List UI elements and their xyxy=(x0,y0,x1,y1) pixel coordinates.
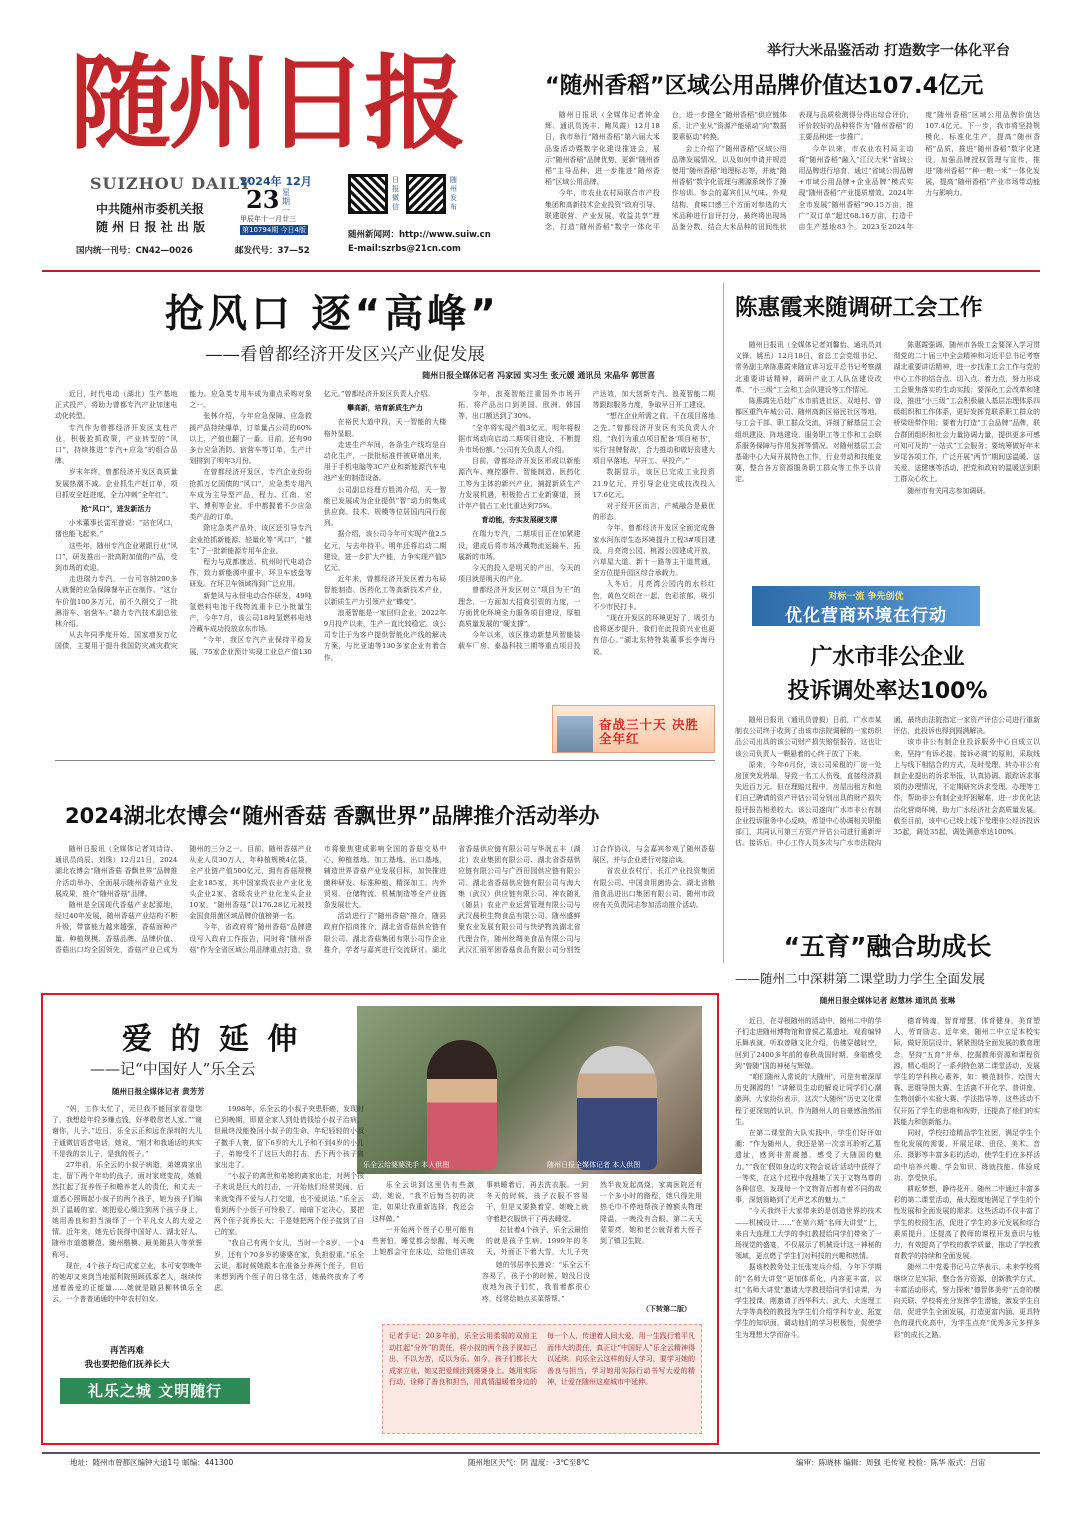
banner-building-graphic xyxy=(557,716,593,752)
article-paragraph: “今年，我区专汽产业保持平稳发展，75家企业预计实现工业总产值130亿元。”曾都经济开发区负责人介绍。 xyxy=(189,390,435,656)
banner-small-text: 对标一流 争先创优 xyxy=(828,592,904,602)
date-year-month: 2024年 12月 xyxy=(240,175,312,188)
article-paragraph: “今天我终于大家带来的是创造世界的技术——机械设计……”在第六期“名师大讲堂”上，来自大连理工大学的李红教授给同学们带来了一场视觉的盛宴，不仅展示了机械设计这一神秘的领域，更点燃了学生们对科技的兴趣和热情。 xyxy=(735,1207,882,1261)
wuyu-story xyxy=(735,927,1040,1447)
guangshui-headline-1: 广水市非公企业 xyxy=(810,645,965,670)
article-paragraph: 乐全云说到这里仍有些激动，她说，“我不后悔当初的决定，如果让我重新选择，我还会这样做。” xyxy=(372,1181,474,1223)
article-paragraph: 数据显示，该区已完成工业投资21.9亿元，并引导企业完成技改投入17.6亿元。 xyxy=(592,468,715,499)
campaign-banner xyxy=(552,705,715,753)
article-paragraph: 随州日报讯（全媒体记者刘诗诗、通讯员尚辰、刘珠）12月21日，2024湖北农博会“随州香菇 香飘世界”品牌推介活动举办，全面展示随州香菇产业发展成果，推介“随州香菇”品牌。 xyxy=(55,845,178,898)
photo-figure-elder xyxy=(577,1046,657,1170)
love-subheading-2: 我也要把他们抚养长大 xyxy=(84,1360,170,1370)
article-paragraph: 她的邻居李长莲说：“乐全云不容易了，孩子小的时候，她没日没夜地为孩子们忙，我看着都很心疼，经常给她点买菜帮帮。” xyxy=(482,1261,590,1303)
article-paragraph: 该市非公有制企业投诉服务中心自成立以来，坚持“有诉必接、接诉必调”的原则，采取线上与线下相结合的方式，及时受理、转办非公有制企业提出的诉求举报，认真协调、跟踪诉求事项的办理情况，不定期研究诉求受理、办理等工作，帮助非公有制企业纾困解难，进一步优化法治化营商环境，助力广水经济社会高质量发展。截至目前，该中心已线上线下受理非公经济投诉35起，调处35起，调处满意率达100%。 xyxy=(893,738,1040,837)
article-paragraph: “我自己有两个女儿，当时一个8岁，一个4岁，还有个70多岁的婆婆在家，负担很重。”乐全云说，那时候她跟本在准备分养两个侄子，但后来想到两个侄子的日常生活，她最终放弃了考虑。 xyxy=(214,1239,364,1293)
civilization-tag: 礼乐之城 文明随行 xyxy=(60,1378,250,1404)
lead-headline: “随州香稻”区域公用品牌价值达107.4亿元 xyxy=(545,73,984,99)
date-weekday: 星期一 xyxy=(282,188,290,215)
campaign-banner-text: 奋战三十天 决胜全年红 xyxy=(599,717,699,746)
masthead-divider xyxy=(42,270,1040,272)
footer-address: 地址：随州市曾都区编钟大道1号 邮编：441300 xyxy=(70,1458,234,1467)
sponsor-line: 中共随州市委机关报 xyxy=(96,202,205,216)
article-paragraph: 随州市有关同志参加调研。 xyxy=(907,486,990,495)
issue-number: 第10794期 今日4版 xyxy=(242,226,306,234)
feature-subheading: 育动能，夯实发展硬支撑 xyxy=(481,516,558,525)
article-paragraph: 德育铸魂，智育增慧，体育健身，美育塑人，劳育励志。近年来，随州二中立足本校实际，做好顶层设计，紧紧围绕全面发展的教育理念，坚持“五育”并举，挖掘教师资源和课程资源，精心组织了一系列特色第二课堂活动，发展学生的学科核心素养，如：模范制作、绘图大赛、思维导图大赛、生活离不开化学、普讲座、生物创新小实验大赛、学法指导等，这些活动不仅开拓了学生的思维和视野，还提高了他们的实践能力和创新能力。 xyxy=(893,1017,1040,1126)
email-contact: E-mail:szrbs@21cn.com xyxy=(348,244,461,254)
article-paragraph: 入冬后，月亮湾公园内的水杉红色，黄色交织在一起，色彩浓郁，吸引不少市民打卡。 xyxy=(592,580,715,611)
expo-body xyxy=(55,844,715,967)
article-paragraph: 今年，浪菱智能注重国外市场开拓，将产品出口到美国、欧洲、韩国等，出口额达到了30%。 xyxy=(458,390,581,421)
love-byline: 随州日报全媒体记者 黄芳芳 xyxy=(112,1087,205,1096)
article-paragraph: 随州二中党委书记马立华表示，未来学校将继续立足实际，整合各方资源，创新教学方式，丰富活动形式，努力探索“德智体美劳”五育的横向关联、学校将充分发挥学生潜能，激发学生自信，促进学生全面发展，打造更富内涵、更具特色的现代化高中，为学生点亮“优秀多元多样多彩”的成长之路。 xyxy=(893,1263,1040,1339)
wuyu-headline: “五育”融合助成长 xyxy=(783,932,992,961)
guangshui-body xyxy=(735,715,1040,941)
date-lunar: 甲辰年十一月廿三 xyxy=(240,215,296,223)
article-paragraph: 程力与成都康达、杭州时代电动合作，致力新能源中重卡，环卫车底盘等研发。在环卫车领域得到广泛应用。 xyxy=(189,558,312,589)
lead-paragraph: 会上介绍了“随州香稻”区域公用品牌发展情况，以及如何申请并规范使用“随州香稻”地理标志等，并就“随州香稻”数字化管理与溯源系统作了操作培训。参会的嘉宾们从气味、外观结构、食味口感三个方面对参选的大米品种进行盲评打分，最终将出现场品鉴分数，结合大米品种的田间性状表现与品质检测得分得出综合评价，评价较好的品种将作为“随州香稻”的主要品种进一步推广。 xyxy=(671,111,914,232)
article-paragraph: 目前，曾都经济开发区形成以新能源汽车、瘦控器件、智能制造、医药化工等为主体的新兴产业，捕捉新质生产力发展机遇，积极抢占工业新赛道，预计年产值占工业比重达到75%。 xyxy=(458,457,581,511)
article-paragraph: 公司副总经理方胜鸿介绍，天一智能已发展成为企业提供“智”动力的集成供应商。技术、规模等位居国内同行前列。 xyxy=(323,485,447,528)
love-body-bottom xyxy=(212,1344,362,1434)
article-paragraph: 活动进行了“随州香菇”推介，随县政府作招商推介，湖北省香菇供应链有限公司、湖北香菇集团有限公司作企业推介，学者与嘉宾进行交流研讨。湖北省香菇供应链有限公司与华润五丰（湖北）农业集团有限公司、湖北省香菇供应链有限公司与广西田园供应链有限公司、湖北省香菇供应链有限公司与海大集（武汉）供应链有限公司、神农随礼（随县）农业产业运营管理有限公司与武汉晨积生物食品有限公司、随州盛鲜聚农业发展有限公司与快驴物流湖北省代理合作，随州丝绸美食品有限公司与武汉汇丽军团香菇食品有限公司分别签订合作协议，与会嘉宾参观了随州香菇展区，并与企业进行对接洽谈。 xyxy=(323,845,715,954)
love-subheading-1: 再苦再难 xyxy=(109,1346,144,1356)
cn-number: 国内统一刊号：CN42—0026 xyxy=(76,246,193,256)
qr-code-release[interactable] xyxy=(406,174,446,214)
newspaper-pinyin: SUIZHOU DAILY xyxy=(90,174,252,193)
article-paragraph: 今年，曾都经济开发区全面完成鲁家水河东岸生态环境提升工程3#项目建设，月亮湾公园、桃源公园建成开放，六草屋大道、新十一路等主干道贯通，全方位提升园区综合承载力。 xyxy=(592,524,715,578)
love-subhead: ——记“中国好人”乐全云 xyxy=(90,1060,256,1078)
feature-headline: 抢风口 逐“高峰” xyxy=(165,292,500,337)
article-paragraph: 浪菱智能是一家回归企业，2022年9月投产以来，生产一直比较稳定。该公司专注于为客户提供智能化产线的解决方案，与比亚迪等130多家企业有着合作。 xyxy=(323,608,447,662)
article-paragraph: 今天的投入是明天的产出，今天的项目就是明天的产业。 xyxy=(458,564,581,584)
article-paragraph: 在第二课堂的大队实践中，学生们好评如潮：“作为随州人，我还是第一次亲耳聆听乙墓遗址，感到非常震撼，感受了大随国的魅力。”“我在‘假如身边的文物会说话’活动中获得了一等奖，在这个过程中我搜集了关于文物鸟尊的各种信息，发现每一个文物背后都有着不同的故事，深刻领略到了无声艺术的魅力。” xyxy=(735,1129,882,1205)
article-paragraph: 现在，4个孩子均已成家立业，本可安享晚年的她却又来到当地福利院照顾孤寡老人，继续传递着善爱的正能量……她就是随县柳林镇乐全云，一个普普通通的中年农村妇女。 xyxy=(52,1261,202,1304)
union-headline: 陈惠霞来随调研工会工作 xyxy=(735,295,983,321)
union-body xyxy=(735,340,1040,556)
feature-byline: 随州日报全媒体记者 冯家园 实习生 张元媛 通讯员 宋晶华 郭世喜 xyxy=(422,371,655,380)
article-paragraph: 曾都经济开发区树立“项目为王”的理念，一方面加大招商引资的力度，一方面优化环境全力服务项目建设，厚植高质量发展的“硬支撑”。 xyxy=(458,586,581,629)
article-paragraph: 除应急类产品外，该区还引导专汽企业抢抓新能源、轻量化等“风口”，“催生”了一批新能源专用车企业。 xyxy=(189,524,312,555)
guangshui-headline-2: 投诉调处率达100% xyxy=(787,679,988,704)
date-day: 23 xyxy=(246,185,280,214)
article-paragraph: “现在开发区的环境更好了，吸引力也将逐步提升，我们在此投资兴业也更有信心。”湖北东特特装董事长李海丹说。 xyxy=(592,614,715,656)
guangshui-story xyxy=(735,640,1040,940)
newspaper-logo: 随州日报 xyxy=(70,44,462,164)
footer-editors: 编审：陈晓林 编辑：周强 毛传宽 校检：陈华 版式：吕宙 xyxy=(796,1458,986,1467)
article-paragraph: “想在企业所需之前，干在项目落地之先。”曾都经济开发区有关负责人介绍，“我们为重点项目配备‘项目秘书’，实行‘挂牌督战’，合力推动和做好资建大项目早落地、早开工、早投产。” xyxy=(592,412,715,466)
website-link[interactable]: 随州新闻网：http://www.suiw.cn xyxy=(348,230,491,240)
postal-code: 邮发代号：37—52 xyxy=(235,246,310,256)
continued-note: （下转第二版） xyxy=(642,1305,691,1313)
love-story xyxy=(52,1006,708,1438)
article-paragraph: 随州日报讯（全媒体记者刘馨怡、通讯员刘义锋、姚岳）12月18日，省总工会党组书记、常务副主席陈惠霞来随宣讲习近平总书记考察湖北重要讲话精神，调研产业工人队伍建设改革、“小三级”工会和工会队建设等工作情况。 xyxy=(735,341,882,394)
footer-weather: 随州地区天气：阴 温度：-3℃至8℃ xyxy=(468,1458,590,1467)
article-paragraph: 陈惠霞先后赴广水市前进社区、双地村、曾都区重汽车城公司、随州高新区裕民社区等地，与工会干部、职工群众交流，详细了解基层工会组织建设、阵地建设、服务职工等工作和工会联系服务保障与作用发挥等情况。对随州基层工会基础中心大局开展特色工作，行业劳动和技能竞赛，整合各方资源服务职工群众等工作予以肯定。 xyxy=(735,397,882,484)
love-body-left xyxy=(52,1104,364,1340)
article-paragraph: 从去年同季度开始，国家增发万亿国债，主要用于提升我国防灾减灾救灾能力。应急类专用车成为重点采购对象之一。 xyxy=(55,390,312,651)
article-paragraph: 对于经开区而言，产城融合是最优的形态。 xyxy=(592,502,715,522)
photo-figure-woman xyxy=(427,1040,497,1170)
article-paragraph: 近日，时代电动（湖北）生产基地正式投产，将助力曾都专汽产业加速电动化转型。 xyxy=(55,390,178,421)
masthead xyxy=(60,22,540,270)
article-paragraph: 小米董事长雷军曾说：“站在风口，猪也能飞起来。” xyxy=(55,519,178,539)
article-paragraph: 拉扯着4个孩子，乐全云最怕的就是孩子生病。1999年的冬天，外面正下着大雪，大儿子突然半夜发起高烧，家离医院还有一个多小时的路程，她只得先用热毛巾不停地帮孩子擦额头物理降温，一晚没有合眼。第二天天蒙蒙亮，她和老公就背着大侄子到了镇卫生院。 xyxy=(486,1181,702,1257)
article-paragraph: 据该校教务处主任张宪兵介绍，今年下学期的“名师大讲堂”更加体系化，内容更丰富，以红“名师大讲堂”邀请大学教授给同学们讲课，为学生授课，刚邀请了西华科大、武大、大连理工大学等高校的教授为学生们介绍学科专业、拓宽学生的知识面，调动他们的学习积极性，促使学生为理想大学而奋斗。 xyxy=(735,1263,882,1339)
article-paragraph: “妈，工作太忙了，元旦我不能回家看望您了，我想趁年轻多赚点钱，好孝敬您老人家。”“谢谢你，儿子。”近日，乐全云正和远在深圳的大儿子通微信语音电话，她说，“刚才和我通话的其实不是我的亲儿子，是我的侄子。” xyxy=(52,1105,202,1158)
article-paragraph: “咱们随州人常说的‘大随州’，可是有着深厚历史渊源的！”讲解员生动的解说让同学们心潮澎湃，大家纷纷表示，这次“大随州”历史文化课程了更深刻的认识，作为随州人的自豪感油然而生。 xyxy=(735,1073,882,1126)
article-paragraph: 专汽作为曾都经济开发区支柱产业，积极抢抓政策，产业转型的“风口”，持续推进“专汽+应急”的组合品牌。 xyxy=(55,423,178,466)
reporter-note-box xyxy=(382,1324,702,1434)
article-paragraph: 一开始两个侄子心里可能有些害怕，睡觉都会惊醒，每天晚上她都会守在床边，给他们讲故事哄睡着后，再去洗衣服。一到冬天的时候，孩子衣服不容易干，但是又要换着穿，她晚上就守着把衣服烘干了再去睡觉。 xyxy=(372,1181,588,1257)
article-paragraph: 近日，在寻根随州的活动中，随州二中的学子们走进随州博物馆和曾侯乙墓遗址，观看编钟乐舞表演，听取曾随文化介绍，仿佛穿越时空，回到了2400多年前的春秋战国时期，身临感受到“曾随”国的神秘与辉煌。 xyxy=(735,1017,882,1070)
article-paragraph: 在曾都经济开发区，专汽企业纷纷抢抓万亿国债的“风口”，应急类专用汽车成为主导型产品，程力、江南、宏宇、博利等企业，手中都握着不少应急类产品的订单。 xyxy=(189,468,312,522)
article-paragraph: 这些年，随州专汽企业紧跟行业“风口”，研发推出一批高附加值的产品，受到市场的欢迎。 xyxy=(55,541,178,573)
article-paragraph: 今年以来，该区推动新楚风智能装载车厂房、泰晶科技三期等重点项目投产达效，加大创新专汽、浪菱智能二期等跟踪服务力度，争取早日开工建设。 xyxy=(458,390,715,651)
article-paragraph: 同时，学校打造精品学生社团，满足学生个性化发展的需要，开展足球、田径、美术、音乐、摄影等丰富多彩的活动，使学生们在多样活动中培养兴趣、学会知识、练就技能、体验成功、享受快乐。 xyxy=(893,1129,1040,1182)
love-body-tail xyxy=(482,1260,590,1316)
feature-subhead: ——看曾都经济开发区兴产业促发展 xyxy=(205,345,485,365)
column-divider xyxy=(723,283,724,963)
article-paragraph: “小叔子的离世和弟媳的离家出走，对两个孩子来说是巨大的打击，一开始他们经常哭闹，后来就变得不爱与人打交道，也不爱说话。”乐全云看到两个小侄子可怜极了，暗暗下定决心，要把两个侄子抚养长大；于是她把两个侄子接到了自己的家。 xyxy=(214,1172,364,1237)
article-paragraph: 走进瑞力专汽，一台可容纳200多人就餐的应急保障餐车正在制作。“这台车价值100多万元，前不久刚交了一批淋浴车、宿营车。”瑞力专汽技术副总张林介绍。 xyxy=(55,575,178,629)
article-paragraph: 1998年，乐全云的小叔子突患肝癌，发现时已到晚期，即便全家人到处借钱给小叔子治病，但最终没能挽回小叔子的生命。年纪轻轻的小叔子撒手人寰，留下6岁的大儿子和不到4岁的小儿子，弟媳受不了这巨大的打击，丢下两个孩子离家出走了。 xyxy=(214,1105,364,1170)
article-paragraph: 在瑞力专汽，二期项目正在加紧建设，建成后将市场冷藏物流运输车，拓展新的市场。 xyxy=(458,530,581,561)
love-headline: 爱 的 延 伸 xyxy=(122,1022,302,1057)
article-paragraph: 岁末年终，曾都经济开发区高质量发展热潮不减。企业抓生产赶订单，项目抓安全赶进度，全力冲刺“全年红”。 xyxy=(55,468,178,499)
feature-story xyxy=(55,283,715,753)
lead-kicker: 举行大米品鉴活动 打造数字一体化平台 xyxy=(767,43,1010,59)
footer-rule xyxy=(42,1452,1040,1454)
article-paragraph: 据介绍，该公司今年可实现产值2.5亿元，与去年持平。明年还将启动二期建设，进一步扩大产能，力争实现产值5亿元。 xyxy=(323,530,447,573)
article-paragraph: 陈惠霞强调，随州市各级工会要深入学习贯彻党的二十届三中全会精神和习近平总书记考察湖北重要讲话精神，进一步找准工会工作与党的中心工作的结合点、切入点、着力点，努力形成工会聚焦落实的生动实践；要深化工会改革和建设，推进“小三级”工会积极融入基层治理体系四级组织和工作体系，更好发挥党联系职工群众的桥梁纽带作用；要着力打造“工会品牌”品牌，联合群团组织和社会力量协调力量，提供更多可感可知可及的“一站式”工会服务；要统筹做好年末岁尾各项工作，广泛开展“两节”期间送温暖、送关爱、送健康等活动，把党和政府的温暖送到职工群众心坎上。 xyxy=(893,341,1040,484)
union-story xyxy=(735,290,1040,580)
article-paragraph: 原来，今年6月份，该公司采租的厂房一处房顶突发坍塌，导致一名工人伤残，直接经济损失近百万元。但在理赔过程中，房屋出租方和他们自己聘请的资产评估公司分别出具的财产损失报评报告相差较大。该公司遂向广水市非公有制企业投诉服务中心反映，希望中心协调相关职能部门，共同认可第三方资产评估公司进行重新评估。接诉后，中心工作人员多次与广水市法院沟通，最终由法院指定一家资产评估公司进行重新评估，此投诉也得到圆满解决。 xyxy=(735,716,1040,848)
expo-headline: 2024湖北农博会“随州香菇 香飘世界”品牌推介活动举办 xyxy=(65,804,600,828)
article-paragraph: 省农业农村厅、长江产业投资集团有限公司、中国食用菌协会、湖北省粮油食品进出口集团有限公司、随州市政府有关负责同志参加活动推介活动。 xyxy=(592,867,715,910)
article-paragraph: 随州日报讯（通讯员曾毅）日前，广水市某制衣公司终于收到了由该市法院调解的一家纺织品公司出具的该公司财产损失赔偿报告。这也让该公司负责人一颗悬着的心终于放了下来。 xyxy=(735,716,882,758)
banner-big-text: 优化营商环境在行动 xyxy=(785,606,947,626)
article-paragraph: 今年，省政府将“随州香菇”品牌建设写入政府工作报告，同时将“随州香菇”作为全省区域公用品牌重点打造，我市将聚焦建成影响全国的香菇交易中心、种植基地、加工基地、出口基地，辅造世界香菇产业发展目标，加快推进菌种研发、标准种植、精深加工、内外贸易、仓储物流、机械制造等全产业链条发展壮大。 xyxy=(189,845,447,954)
article-paragraph: 27年前，乐全云的小叔子病逝，弟媳离家出走，留下两个年幼的孩子，面对家庭变故，她毅然扛起了抚养侄子和赡养老人的责任，和丈夫一道悉心照顾起小叔子的两个孩子，她为孩子们编织了温暖的家，她把爱心倾注到两个孩子身上，她用善良和担当演绎了一个平凡女人的大爱之情。近年来，她先后获得中国好人、湖北好人、随州市道德模范、随州楷模、最美随县人等荣誉称号。 xyxy=(52,1161,202,1259)
lead-story xyxy=(545,40,1040,268)
expo-story xyxy=(55,800,715,965)
photo-caregiving xyxy=(357,1006,702,1174)
qr-label-wechat: 日报微信 xyxy=(392,176,399,211)
wuyu-body xyxy=(735,1016,1040,1444)
qr-code-wechat[interactable] xyxy=(348,174,388,214)
article-paragraph: 耕耘梦想，静待花开。随州二中通过丰富多彩的第二课堂活动，最大程度地满足了学生的个性发展和全面发展的需求。这些活动不仅丰富了学生的校园生活，促进了学生的多元发展和综合素质提升，还提高了教师的课程开发意识与能力，有效提高了学校的教学质量，推动了学校教育教学的持续和全面发展。 xyxy=(893,1185,1040,1261)
article-paragraph: 张林介绍，今年应急保障、应急救援产品持续爆单，订单量占公司的60%以上，产值也翻了一番。目前，还有90多台应急消防、宿营车等订单，生产计划排到了明年3月份。 xyxy=(189,412,312,466)
article-paragraph: 在裕民大道中段，天一智能的大楼格外显眼。 xyxy=(323,418,447,438)
article-paragraph: 走进生产车间，各条生产线均是自动化生产，一批批标准件被研磨出来，用于手机电脑等3C产业和新能源汽车电池产业的制造设备。 xyxy=(323,440,447,483)
lead-paragraph: 随州日报讯（全媒体记者钟金辉、通讯员汤丰、鲍凤霞）12月18日，我市举行“随州香稻”第六届大米品鉴活动暨数字化建设推进会，展示“随州香稻”品牌优势，更新“随州香稻”主导品种，进一步推进“随州香稻”区域公用品牌。 xyxy=(545,111,660,187)
love-body-right xyxy=(372,1180,702,1260)
lead-paragraph: 今年，市农业农村局联合市产投集团和高新技术企业投资“政府引导、联建联营、产业发展、收益共享”理念，打造“随州香稻”数字一体化平台，进一步健全“随州香稻”供应链体系，让产业从“资源产能驱动”向“数据要素驱动”转换。 xyxy=(545,111,787,232)
article-paragraph: 随州是全国现代香菇产业起源地，经过40年发展，随州香菇产业结构不断升级，带富能力越来越强，香菇面种产量、种植规模、香菇品牌、品牌价值、香菇出口均全国领先，香菇产业已成为随州的三分之一。目前，随州香菇产业从业人员30万人，年种植规模4亿袋，全产业链产值500亿元，拥有香菇规模企业185家，其中国家级农业产业化龙头企业2家、省级农业产业化龙头企业10家。“随州香菇”以176.28亿元被授金国食用菌区域品牌价值榜第一名。 xyxy=(55,845,312,954)
photo-caption-right: 随州日报全媒体记者 本人供图 xyxy=(547,1161,641,1169)
article-paragraph: “全年将实现产值3亿元，明年将根据市场动向启动二期项目建设，不断提升市场份额。”公司有关负责人介绍。 xyxy=(458,423,581,455)
feature-subheading: 抢“风口”，进发新活力 xyxy=(81,505,152,514)
wuyu-byline: 随州日报全媒体记者 赵慧林 通讯员 张琳 xyxy=(819,996,956,1005)
article-paragraph: 近年来，曾都经济开发区着力布局智能制造、医药化工等高新技术产业，以新质生产力引领产业“蝶变”。 xyxy=(323,575,447,606)
qr-label-release: 随州发布 xyxy=(450,176,457,211)
wuyu-subhead: ——随州二中深耕第二课堂助力学生全面发展 xyxy=(735,971,986,986)
lead-paragraph: 今年以来，市农业农村局主动将“随州香稻”融入“江汉大米”省域公用品牌进行培育，通过“省域公用品牌+市域公用品牌+企业品牌”模式实现“随州香稻”产业提质增效。2024年全市发展“随州香稻”90.15万亩，推广“双订单”超过68.16万亩，打造千亩生产基地83个。2023至2024年度“随州香稻”区域公用品牌价值达107.4亿元。下一步，我市将坚持规模化、标准化生产，提高“随州香稻”品质，推进“随州香稻”数字化建设，加强品牌授权管理与宣传，推进“随州香稻”“种一粮一米”一体化发展，提高“随州香稻”产业市场带动能力与影响力。 xyxy=(798,111,1040,232)
publisher-line: 随 州 日 报 社 出 版 xyxy=(96,220,206,234)
section-divider xyxy=(55,760,715,761)
photo-caption-left: 乐全云给婆婆洗手 本人供图 xyxy=(363,1161,450,1169)
feature-subheading: 攀高新，培育新质生产力 xyxy=(347,404,423,413)
reporter-note: 记者手记：20多年前，乐全云用柔弱的双肩主动扛起“分外”的责任，将小叔的两个孩子视如己出，不以为苦，反以为乐。如今，孩子们都长大成家立业，她又把爱倾注到婆婆身上。她用实际行动，诠释了善良和担当，用真情温暖着身边的每一个人，传递着人间大爱，用一生践行着平凡而伟大的责任，真正让“中国好人”乐全云精神得以延续。向乐全云这样的好人学习，要学习她的善良与担当，学习她用实际行动书写大爱的精神，让爱在随州这座城市中延伸。 xyxy=(389,1332,695,1386)
lead-body xyxy=(545,110,1040,278)
business-environment-banner xyxy=(752,586,980,626)
article-paragraph: 新楚风与永恒电动合作研发，49吨氢燃料电池干线物流重卡已小批量生产，今年7月，该公司18吨氢燃料电池冷藏车成功投放京东市场。 xyxy=(189,591,312,634)
